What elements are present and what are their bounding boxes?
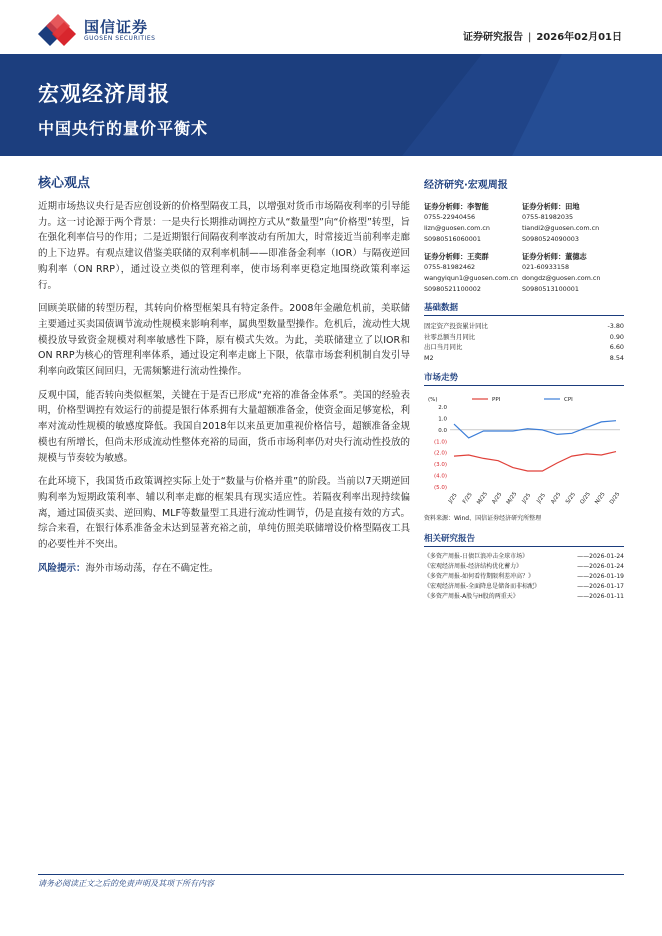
x-tick-label: A/25 (550, 491, 563, 506)
y-tick-label: 2.0 (438, 405, 447, 411)
sidebar-title: 经济研究·宏观周报 (424, 180, 508, 191)
risk-text: 海外市场动荡，存在不确定性。 (85, 562, 219, 574)
analyst-title: 证券分析师： (424, 202, 468, 211)
report-subtitle: 中国央行的量价平衡术 (38, 119, 209, 138)
y-tick-label: (3.0) (433, 462, 447, 469)
footer-divider (38, 874, 624, 875)
x-tick-label: M/25 (476, 491, 489, 506)
related-report-item[interactable] (424, 552, 624, 562)
analyst-name-line (522, 201, 624, 212)
row-label: M2 (424, 353, 434, 362)
y-tick-label: (5.0) (433, 485, 447, 491)
row-value: 8.54 (609, 353, 624, 362)
analyst-name-line (424, 201, 522, 212)
row-value: -3.80 (607, 322, 624, 330)
related-report-date: ——2026-01-11 (577, 593, 624, 600)
x-tick-label: D/25 (608, 491, 622, 506)
analyst-email[interactable]: lizn@guosen.com.cn (424, 224, 490, 232)
brand-name-en: GUOSEN SECURITIES (84, 35, 156, 42)
analyst-cert: S0980524090003 (522, 235, 579, 243)
analyst-name: 田地 (565, 202, 580, 211)
header-separator: | (527, 32, 532, 43)
x-tick-label: J/25 (447, 492, 459, 505)
analyst-phone: 0755-22940456 (424, 213, 476, 221)
x-tick-label: M/25 (505, 491, 519, 506)
analyst-name: 王奕群 (467, 252, 489, 261)
y-tick-label: 1.0 (438, 416, 447, 423)
analyst-name: 董德志 (565, 252, 587, 261)
guosen-logo-icon (38, 14, 78, 46)
paragraph: 近期市场热议央行是否应创设新的价格型隔夜工具，以增强对货币市场隔夜利率的引导能力。这一讨论源于两个背景：一是央行长期推动调控方式从“数量型”向“价格型”转型，旨在强化利率信号的作用；二是近期银行间隔夜利率波动有所加大，时常接近当前利率走廊的上下边界。有观点建议借鉴美联储的双利率机制——即准备金利率（IOR）与隔夜逆回购利率（ON RRP），通过设立类似的管理利率，使市场利率更稳定地围绕政策利率运行。 (38, 201, 410, 291)
analyst-title: 证券分析师： (522, 252, 566, 261)
row-label: 出口当月同比 (424, 343, 463, 351)
paragraph: 在此环境下，我国货币政策调控实际上处于“数量与价格并重”的阶段。当前以7天期逆回购利率为短期政策利率、辅以利率走廊的框架具有现实适应性。若隔夜利率出现持续偏离，通过国债买卖、逆回购、MLF等数量型工具进行流动性调节，仍是直接有效的方式。综合来看，在银行体系准备金未达到显著充裕之前，单纯仿照美联储增设价格型隔夜工具的必要性并不突出。 (38, 476, 410, 551)
x-tick-label: N/25 (594, 491, 607, 506)
legend-label-ppi: PPI (492, 397, 501, 403)
basic-data-row (424, 332, 624, 343)
analyst-name-line (424, 251, 522, 262)
related-report-title: 《多资产周报-如何看待期限利差冲高？》 (424, 573, 535, 580)
report-title: 宏观经济周报 (38, 82, 170, 106)
analyst-phone: 021-60933158 (522, 263, 570, 271)
footer-disclaimer: 请务必阅读正文之后的免责声明及其项下所有内容 (38, 879, 214, 888)
chart-source: 资料来源：Wind、国信证券经济研究所整理 (424, 515, 542, 522)
related-report-date: ——2026-01-17 (577, 583, 624, 590)
related-report-title: 《多资产周报-A股与H股的两重天》 (424, 593, 519, 600)
basic-data-table (424, 321, 624, 363)
related-report-date: ——2026-01-19 (577, 573, 624, 580)
title-banner (0, 54, 662, 156)
related-report-item[interactable] (424, 582, 624, 592)
analyst-phone: 0755-81982462 (424, 263, 476, 271)
analyst-title: 证券分析师： (522, 202, 566, 211)
basic-data-row (424, 353, 624, 364)
analyst-email[interactable]: dongdz@guosen.com.cn (522, 274, 601, 282)
market-trend-chart (424, 391, 624, 511)
series-line-ppi (454, 452, 616, 471)
related-report-date: ——2026-01-24 (577, 553, 624, 560)
analyst-cert: S0980516060001 (424, 235, 481, 243)
x-tick-label: J/25 (536, 492, 548, 505)
y-tick-label: (1.0) (433, 439, 447, 446)
risk-label: 风险提示： (38, 562, 86, 574)
related-report-item[interactable] (424, 592, 624, 602)
sidebar (424, 176, 624, 602)
row-label: 社零总额当月同比 (424, 332, 476, 341)
analyst-name-line (522, 251, 624, 262)
report-meta (463, 28, 622, 43)
related-report-date: ——2026-01-24 (577, 563, 624, 570)
analyst-email[interactable]: tiandi2@guosen.com.cn (522, 224, 600, 232)
trend-chart-svg (424, 391, 624, 511)
x-tick-label: J/25 (521, 492, 533, 505)
row-value: 6.60 (609, 343, 624, 351)
related-report-title: 《多资产周报-日债巨浪冲击全球市场》 (424, 553, 529, 560)
related-report-item[interactable] (424, 572, 624, 582)
analyst-email[interactable]: wangyiqun1@guosen.com.cn (424, 274, 519, 282)
risk-notice (38, 561, 410, 577)
brand-logo (38, 14, 168, 48)
report-date: 2026年02月01日 (536, 32, 622, 43)
basic-data-row (424, 321, 624, 332)
analyst-name: 李智能 (467, 202, 489, 211)
analyst-card (522, 251, 624, 295)
analyst-list (424, 201, 624, 301)
x-tick-label: F/25 (462, 491, 474, 506)
related-report-title: 《宏观经济周报-全面降息是储备而非标配》 (424, 583, 541, 590)
analyst-cert: S0980513100001 (522, 285, 579, 293)
analyst-card (424, 251, 522, 295)
row-value: 0.90 (609, 332, 624, 341)
analyst-card (424, 201, 522, 245)
analyst-cert: S0980521100002 (424, 285, 481, 293)
paragraph: 回顾美联储的转型历程，其转向价格型框架具有特定条件。2008年金融危机前，美联储主要通过买卖国债调节流动性规模来影响利率，属典型数量型操作。危机后，流动性大规模投放导致资金规模对利率敏感性下降，原有模式失效。为此，美联储建立了以IOR和ON RRP为核心的管理利率体系，通过设定利率走廊上下限，依靠市场套利机制自发引导利率向政策区间回归，无需频繁进行流动性操作。 (38, 303, 410, 378)
related-report-item[interactable] (424, 562, 624, 572)
banner-decoration (362, 54, 662, 156)
report-type: 证券研究报告 (462, 32, 523, 43)
related-report-title: 《宏观经济周报-经济结构优化蓄力》 (424, 563, 523, 570)
legend-label-cpi: CPI (564, 397, 573, 403)
row-label: 固定资产投资累计同比 (424, 322, 488, 330)
y-tick-label: (2.0) (433, 450, 447, 457)
analyst-card (522, 201, 624, 245)
market-trend-heading: 市场走势 (424, 371, 624, 386)
y-tick-label: (4.0) (433, 473, 447, 480)
basic-data-row (424, 342, 624, 353)
related-reports-list (424, 552, 624, 602)
section-title: 核心观点 (38, 176, 91, 191)
core-views-section (38, 172, 410, 576)
analyst-title: 证券分析师： (424, 252, 468, 261)
analyst-phone: 0755-81982035 (522, 213, 574, 221)
x-tick-label: O/25 (579, 491, 592, 506)
y-tick-label: 0.0 (438, 427, 447, 434)
brand-name-cn: 国信证券 (84, 18, 149, 36)
basic-data-heading: 基础数据 (424, 301, 624, 316)
y-axis-unit-label: (%) (428, 397, 438, 403)
series-line-cpi (454, 421, 616, 438)
related-reports-heading: 相关研究报告 (424, 532, 624, 547)
x-tick-label: S/25 (565, 491, 577, 506)
paragraph: 反观中国，能否转向类似框架，关键在于是否已形成“充裕的准备金体系”。美国的经验表明，价格型调控有效运行的前提是银行体系拥有大量超额准备金，使资金面足够宽松，利率对流动性规模的敏感度降低。我国自2018年以来虽更加重视价格信号，超额准备金规模也有所增长，但尚未形成流动性整体充裕的局面，货币市场利率仍对央行流动性投放的规模与节奏较为敏感。 (38, 389, 410, 464)
x-tick-label: A/25 (491, 491, 504, 506)
